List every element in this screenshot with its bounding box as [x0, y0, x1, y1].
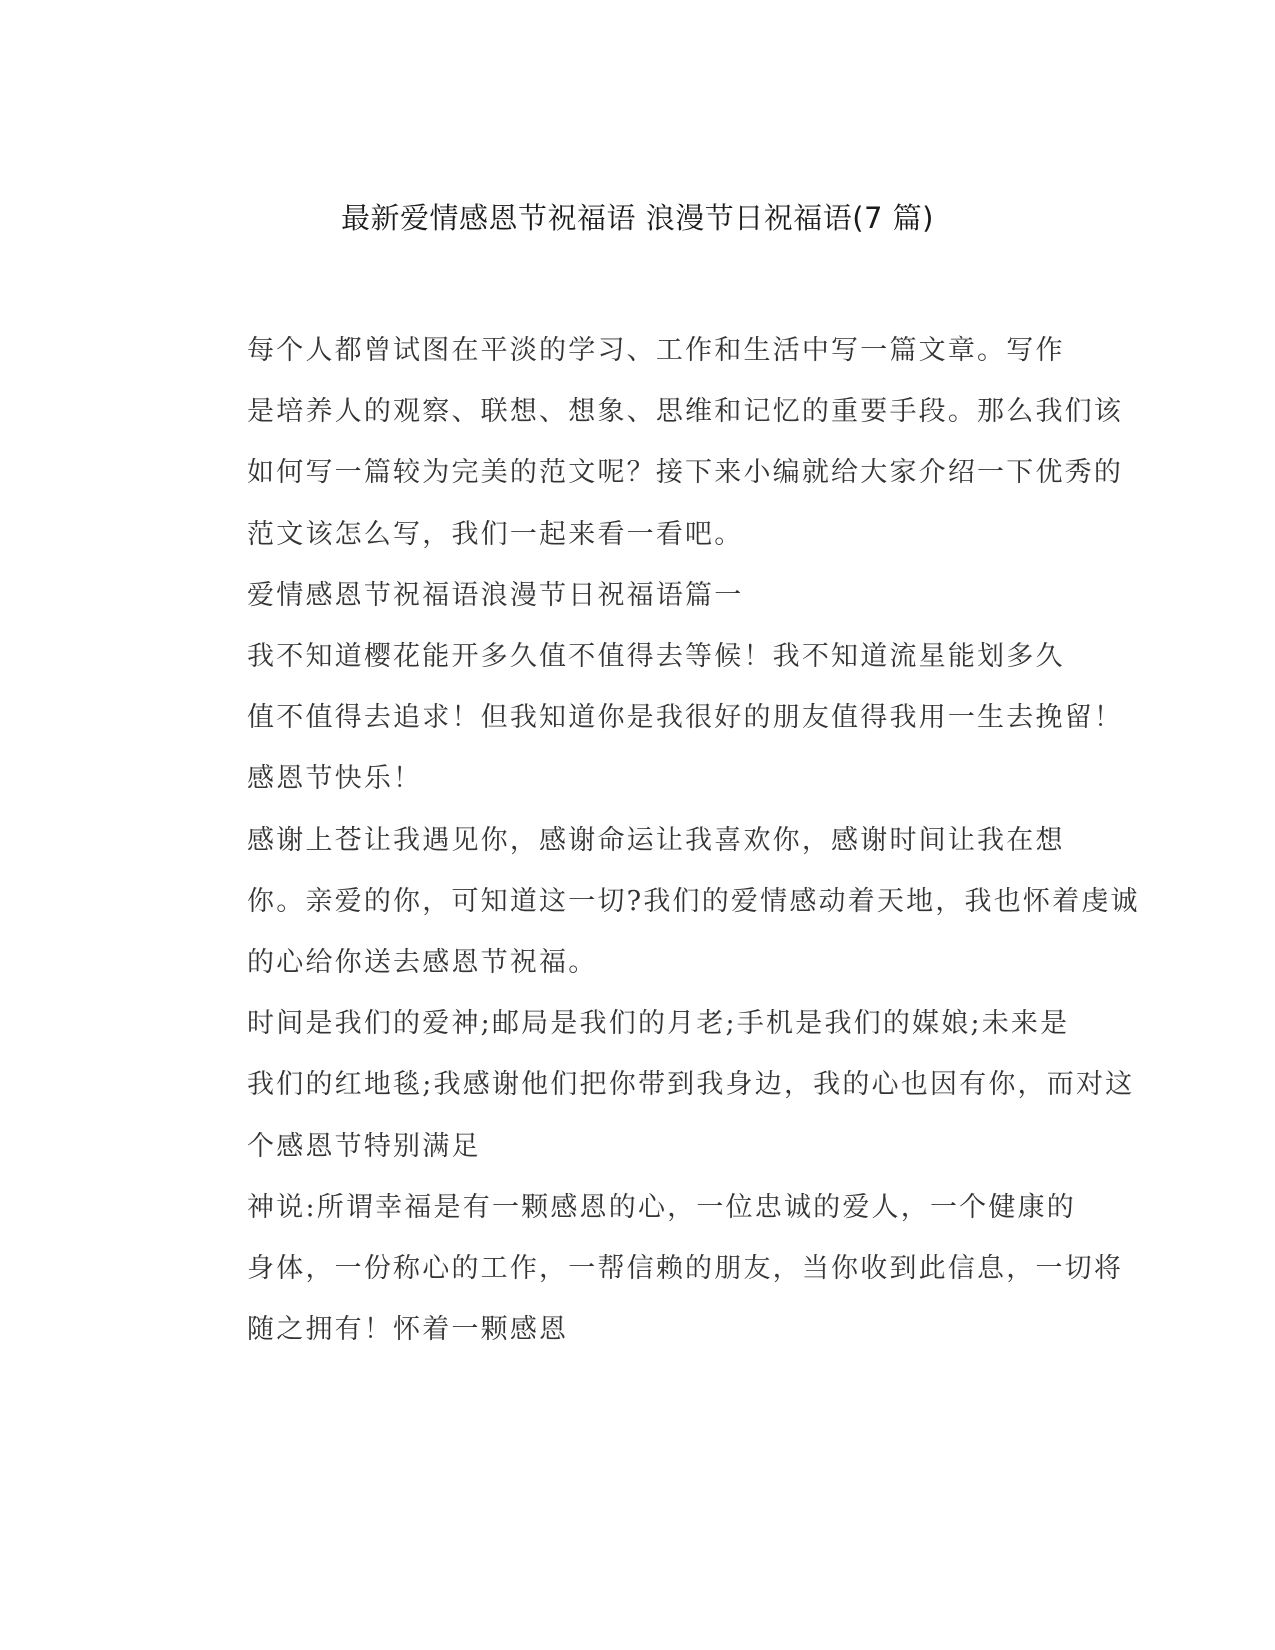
paragraph-intro	[189, 320, 1124, 565]
text-line: 每个人都曾试图在平淡的学习、工作和生活中写一篇文章。写作	[247, 335, 1065, 366]
text-line: 你。亲爱的你，可知道这一切?我们的爱情感动着天地，我也怀着虔诚	[247, 885, 1140, 917]
text-line: 神说:所谓幸福是有一颗感恩的心，一位忠诚的爱人，一个健康的	[247, 1191, 1076, 1223]
text-line: 随之拥有！怀着一颗感恩	[247, 1314, 569, 1346]
text-line: 是培养人的观察、联想、想象、思维和记忆的重要手段。那么我们该	[247, 396, 1124, 428]
text-line: 值不值得去追求！但我知道你是我很好的朋友值得我用一生去挽留！	[247, 702, 1124, 734]
document-body	[189, 320, 1140, 1360]
document-title: 最新爱情感恩节祝福语 浪漫节日祝福语(7 篇)	[340, 201, 935, 235]
text-line: 我们的红地毯;我感谢他们把你带到我身边，我的心也因有你，而对这	[247, 1069, 1135, 1101]
paragraph-blessing-4	[189, 1177, 1124, 1361]
text-line: 时间是我们的爱神;邮局是我们的月老;手机是我们的媒娘;未来是	[247, 1008, 1070, 1040]
text-line: 个感恩节特别满足	[247, 1130, 481, 1162]
paragraph-blessing-3	[189, 993, 1135, 1177]
paragraph-blessing-2	[189, 810, 1140, 994]
text-line: 感恩节快乐！	[247, 763, 423, 795]
text-line: 爱情感恩节祝福语浪漫节日祝福语篇一	[247, 579, 744, 611]
text-line: 感谢上苍让我遇见你，感谢命运让我喜欢你，感谢时间让我在想	[247, 824, 1065, 856]
text-line: 范文该怎么写，我们一起来看一看吧。	[247, 518, 744, 550]
text-line: 的心给你送去感恩节祝福。	[247, 947, 598, 979]
text-line: 我不知道樱花能开多久值不值得去等候！我不知道流星能划多久	[247, 641, 1065, 673]
text-line: 身体，一份称心的工作，一帮信赖的朋友，当你收到此信息，一切将	[247, 1253, 1124, 1285]
section-heading	[189, 565, 1074, 626]
paragraph-blessing-1	[189, 626, 1124, 810]
text-line: 如何写一篇较为完美的范文呢？接下来小编就给大家介绍一下优秀的	[247, 457, 1124, 489]
